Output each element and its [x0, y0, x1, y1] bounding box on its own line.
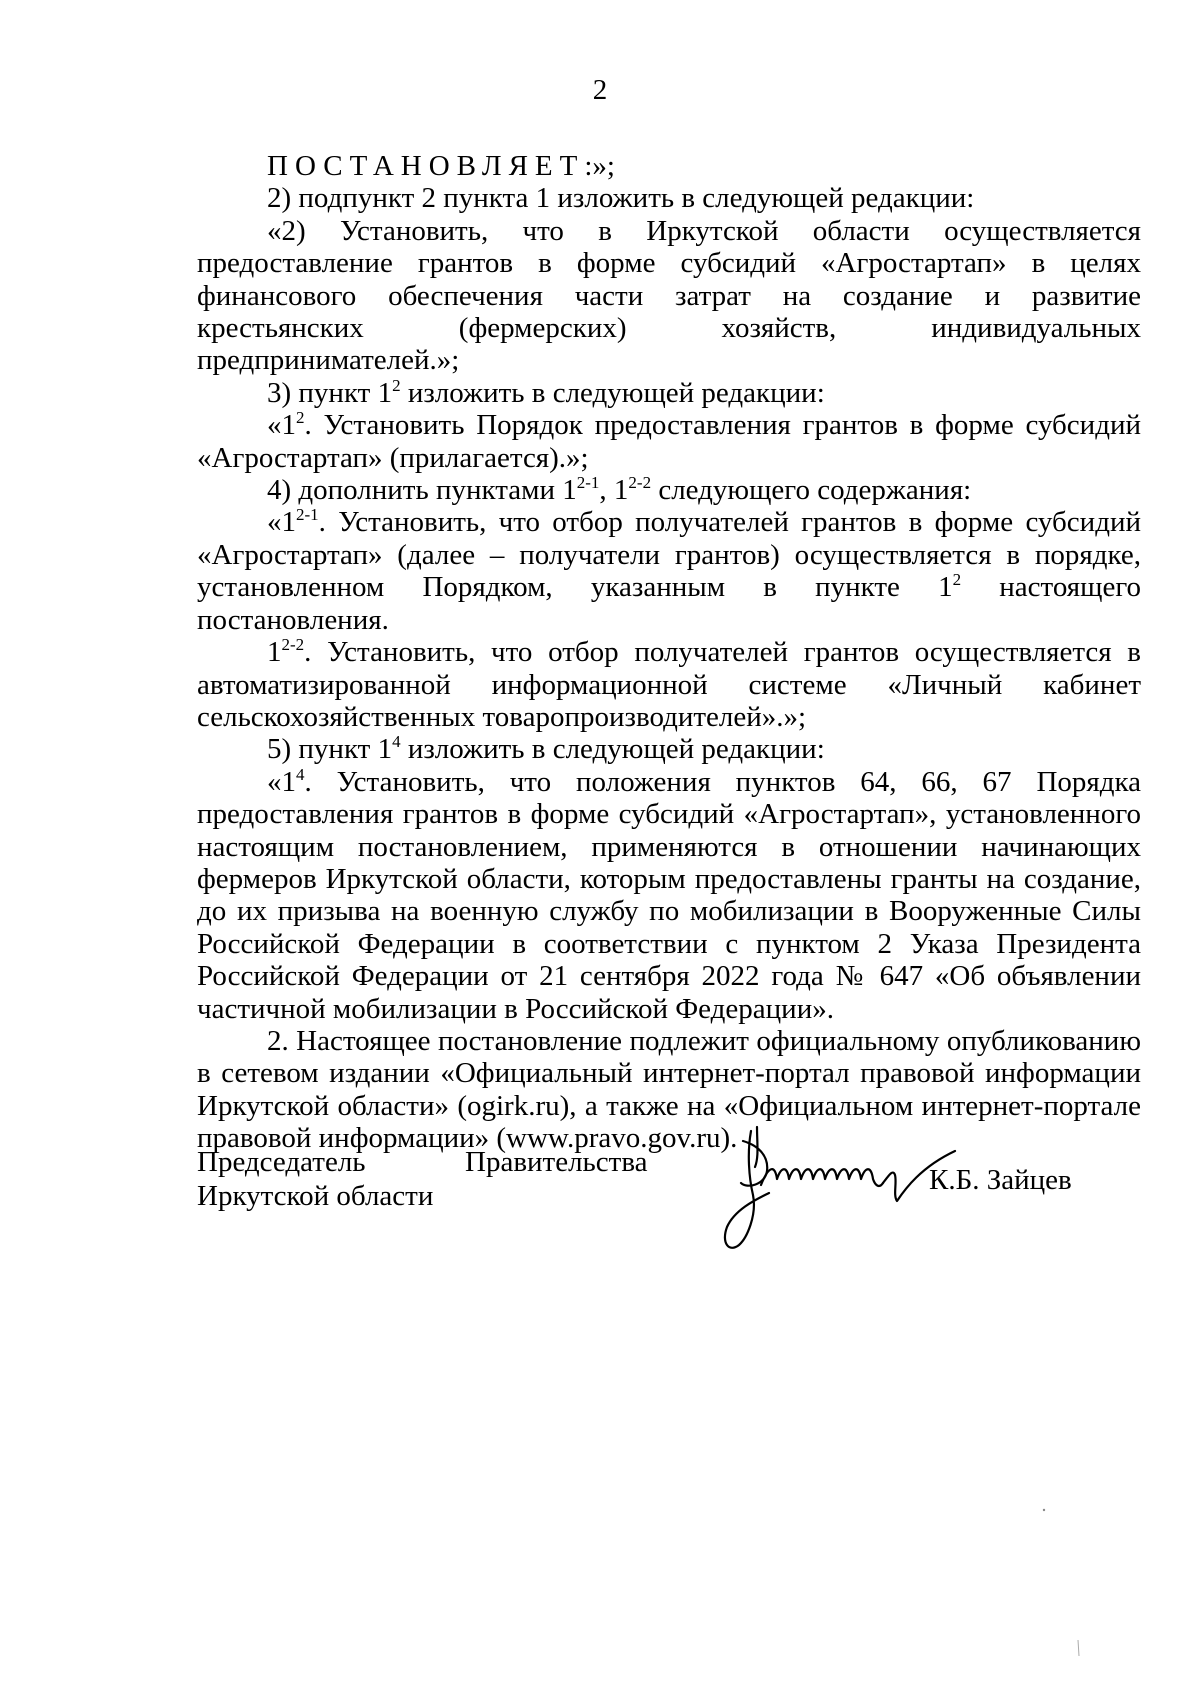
superscript: 2 — [296, 408, 305, 428]
paragraph-clause-1-2-1-text — [197, 506, 1141, 636]
page-number: 2 — [592, 74, 608, 106]
paragraph-amendment-2: 2) подпункт 2 пункта 1 изложить в следующей редакции: — [267, 182, 975, 215]
text-part: «1 — [267, 409, 296, 442]
paragraph-clause-2-text: «2) Установить, что в Иркутской области осуществляется предоставление грантов в форме субсидий «Агростартап» в целях финансового обеспечения части затрат на создание и развитие крестьянских (фермерских) хозяйств, индивидуальных предпринимателей.»; — [197, 214, 1141, 377]
paragraph-publication: 2. Настоящее постановление подлежит официальному опубликованию в сетевом издании «Официальный интернет-портал правовой информации Иркутской области» (ogirk.ru), а также на «Официальном интернет-портале правовой информации» (www.pravo.gov.ru). — [197, 1024, 1141, 1155]
signature-block — [197, 1145, 1157, 1285]
text-part: . Установить, что положения пунктов 64, 66, 67 Порядка предоставления грантов в форме субсидий «Агростартап», установленного настоящим постановлением, применяются в отношении начинающих фермеров Иркутской области, которым предоставлены гранты на создание, до их призыва на военную службу по мобилизации в Вооруженные Силы Российской Федерации в соответствии с пунктом 2 Указа Президента Российской Федерации от 21 сентября 2022 года № 647 «Об объявлении частичной мобилизации в Российской Федерации». — [197, 765, 1141, 1025]
superscript: 2 — [392, 375, 401, 395]
heading-word: ПОСТАНОВЛЯЕТ — [267, 150, 585, 182]
paragraph-clause-1-2-2-text — [197, 636, 1141, 733]
text-part: 4) дополнить пунктами 1 — [267, 474, 577, 507]
document-body — [197, 150, 1141, 1155]
text-part: 5) пункт 1 — [267, 733, 393, 766]
superscript: 2-1 — [296, 505, 319, 525]
text-part: . Установить, что отбор получателей грантов осуществляется в автоматизированной информационной системе «Личный кабинет сельскохозяйственных товаропроизводителей».»; — [197, 636, 1141, 733]
paragraph-heading — [197, 150, 1141, 182]
superscript: 2 — [952, 570, 962, 590]
text-part: следующего содержания: — [651, 474, 972, 507]
paragraph-amendment-3 — [197, 377, 1141, 409]
text-part: . Установить, что отбор получателей грантов в форме субсидий «Агростартап» (далее – получатели грантов) осуществляется в порядке, установленном Порядком, указанным в пункте 1 — [197, 506, 1141, 604]
signer-position-line2: Иркутской области — [197, 1180, 434, 1212]
signer-position-line1-part1: Председатель — [197, 1146, 366, 1178]
paragraph-clause-1-2-text — [197, 409, 1141, 474]
signer-position-line1-part2: Правительства — [465, 1146, 648, 1178]
heading-rest: :»; — [584, 150, 615, 182]
scan-speck — [1078, 1640, 1079, 1656]
paragraph-clause-1-4-text — [197, 766, 1141, 1025]
superscript: 2-1 — [576, 473, 600, 493]
signer-name: К.Б. Зайцев — [929, 1164, 1072, 1196]
superscript: 2-2 — [281, 635, 305, 655]
text-part: настоящего постановления. — [197, 571, 1141, 636]
superscript: 4 — [296, 764, 305, 784]
text-part: 3) пункт 1 — [267, 376, 393, 409]
superscript: 2-2 — [628, 473, 652, 493]
paragraph-amendment-4 — [197, 474, 1141, 506]
text-part: «1 — [267, 506, 296, 539]
text-part: 1 — [267, 636, 282, 669]
text-part: . Установить Порядок предоставления грантов в форме субсидий «Агростартап» (прилагается).»; — [197, 409, 1141, 474]
text-part: «1 — [267, 765, 296, 798]
paragraph-amendment-5 — [197, 733, 1141, 765]
text-part: изложить в следующей редакции: — [400, 376, 825, 409]
scan-speck — [1043, 1509, 1045, 1511]
text-part: изложить в следующей редакции: — [400, 733, 825, 766]
text-part: , 1 — [599, 474, 629, 507]
superscript: 4 — [392, 732, 401, 752]
